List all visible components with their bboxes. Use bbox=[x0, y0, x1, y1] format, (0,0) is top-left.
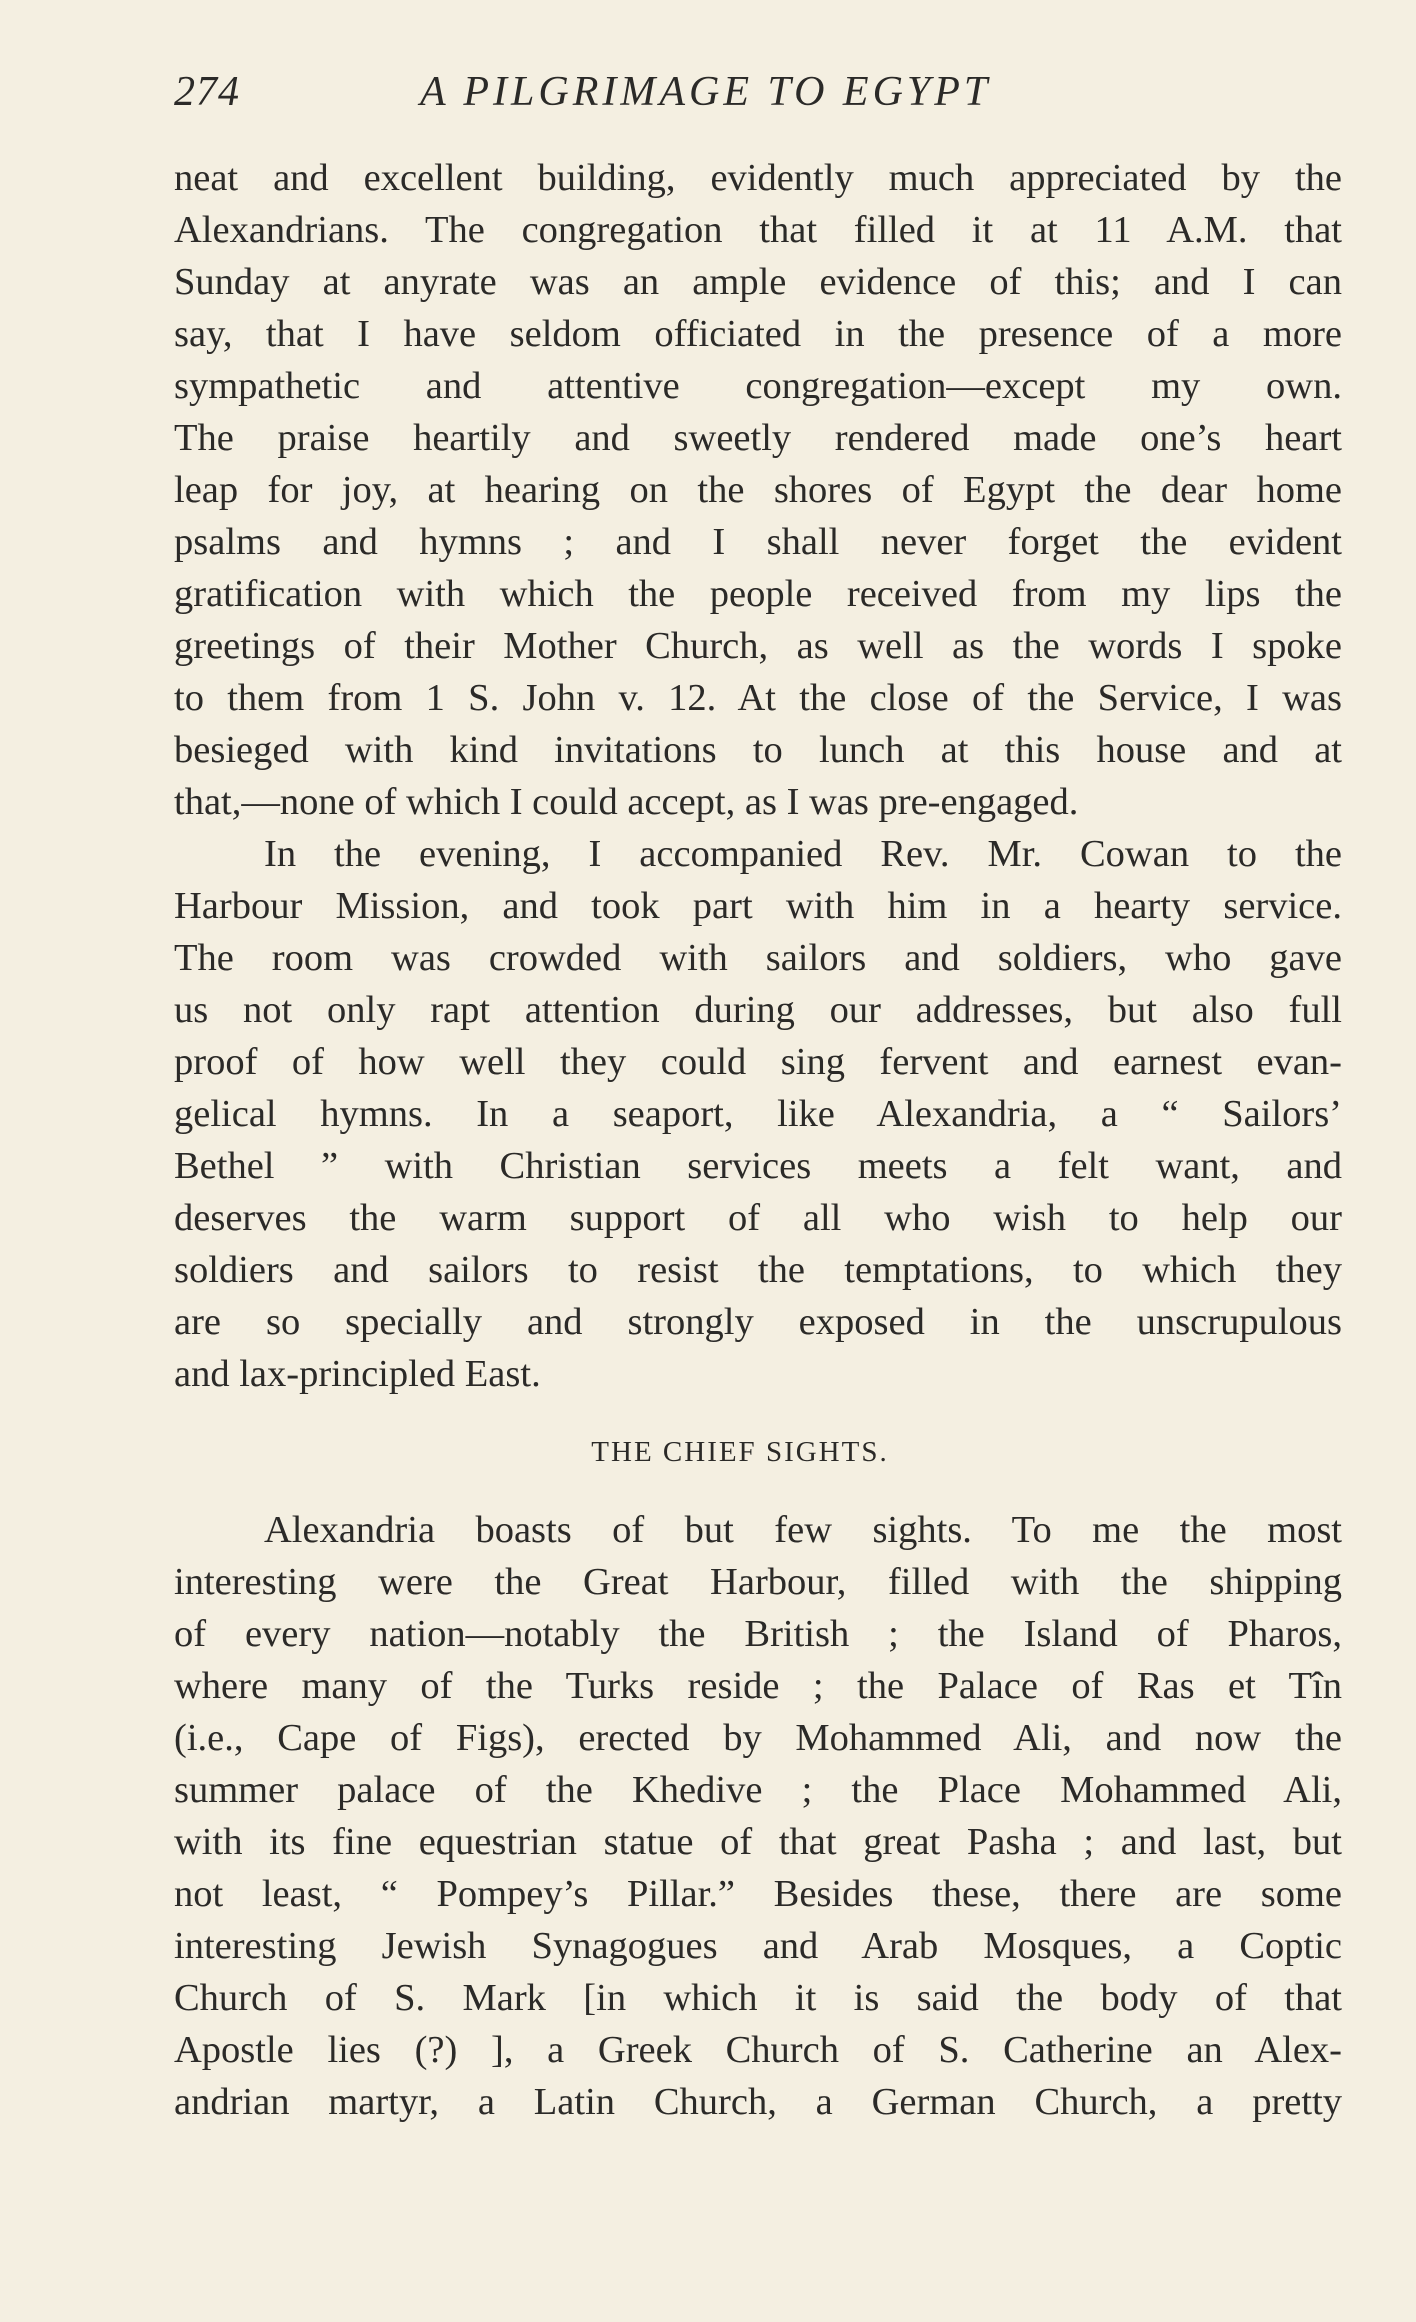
text-line: Alexandrians. The congregation that filled it at 11 A.M. that bbox=[174, 209, 1342, 251]
text-line: (i.e., Cape of Figs), erected by Mohammed Ali, and now the bbox=[174, 1717, 1342, 1759]
text-line: interesting were the Great Harbour, filled with the shipping bbox=[174, 1561, 1342, 1603]
text-line: besieged with kind invitations to lunch at this house and at bbox=[174, 729, 1342, 771]
text-line: The praise heartily and sweetly rendered made one’s heart bbox=[174, 417, 1342, 459]
text-line: In the evening, I accompanied Rev. Mr. Cowan to the bbox=[264, 833, 1342, 875]
text-line: of every nation—notably the British ; the Island of Pharos, bbox=[174, 1613, 1342, 1655]
text-line: interesting Jewish Synagogues and Arab Mosques, a Coptic bbox=[174, 1925, 1342, 1967]
text-line: neat and excellent building, evidently much appreciated by the bbox=[174, 157, 1342, 199]
text-line: Bethel ” with Christian services meets a felt want, and bbox=[174, 1145, 1342, 1187]
text-line: deserves the warm support of all who wish to help our bbox=[174, 1197, 1342, 1239]
text-line: andrian martyr, a Latin Church, a German Church, a pretty bbox=[174, 2081, 1342, 2123]
text-line: Apostle lies (?) ], a Greek Church of S. Catherine an Alex- bbox=[174, 2029, 1342, 2071]
text-line: gratification with which the people received from my lips the bbox=[174, 573, 1342, 615]
text-line: The room was crowded with sailors and soldiers, who gave bbox=[174, 937, 1342, 979]
body-text bbox=[174, 152, 1342, 2128]
text-line: say, that I have seldom officiated in the presence of a more bbox=[174, 313, 1342, 355]
text-line: are so specially and strongly exposed in the unscrupulous bbox=[174, 1301, 1342, 1343]
text-line: sympathetic and attentive congregation—except my own. bbox=[174, 365, 1342, 407]
text-line: greetings of their Mother Church, as well as the words I spoke bbox=[174, 625, 1342, 667]
paragraph-3 bbox=[174, 1504, 1342, 2128]
text-line: psalms and hymns ; and I shall never forget the evident bbox=[174, 521, 1342, 563]
paragraph-1 bbox=[174, 152, 1342, 828]
text-line: soldiers and sailors to resist the temptations, to which they bbox=[174, 1249, 1342, 1291]
text-line: leap for joy, at hearing on the shores of Egypt the dear home bbox=[174, 469, 1342, 511]
text-line: and lax-principled East. bbox=[174, 1353, 541, 1395]
page-number: 274 bbox=[174, 69, 240, 115]
text-line: with its fine equestrian statue of that great Pasha ; and last, but bbox=[174, 1821, 1342, 1863]
text-line: gelical hymns. In a seaport, like Alexandria, a “ Sailors’ bbox=[174, 1093, 1342, 1135]
text-line: where many of the Turks reside ; the Palace of Ras et Tîn bbox=[174, 1665, 1342, 1707]
text-line: Harbour Mission, and took part with him in a hearty service. bbox=[174, 885, 1342, 927]
running-title: A PILGRIMAGE TO EGYPT bbox=[420, 69, 992, 115]
text-line: summer palace of the Khedive ; the Place Mohammed Ali, bbox=[174, 1769, 1342, 1811]
paragraph-2 bbox=[174, 828, 1342, 1400]
section-heading: THE CHIEF SIGHTS. bbox=[591, 1436, 889, 1468]
running-head bbox=[174, 68, 1342, 128]
text-line: Sunday at anyrate was an ample evidence of this; and I can bbox=[174, 261, 1342, 303]
text-line: not least, “ Pompey’s Pillar.” Besides these, there are some bbox=[174, 1873, 1342, 1915]
text-line: us not only rapt attention during our addresses, but also full bbox=[174, 989, 1342, 1031]
text-line: proof of how well they could sing fervent and earnest evan- bbox=[174, 1041, 1342, 1083]
text-line: Church of S. Mark [in which it is said the body of that bbox=[174, 1977, 1342, 2019]
text-line: that,—none of which I could accept, as I was pre-engaged. bbox=[174, 781, 1079, 823]
text-line: Alexandria boasts of but few sights. To me the most bbox=[264, 1509, 1342, 1551]
text-line: to them from 1 S. John v. 12. At the close of the Service, I was bbox=[174, 677, 1342, 719]
